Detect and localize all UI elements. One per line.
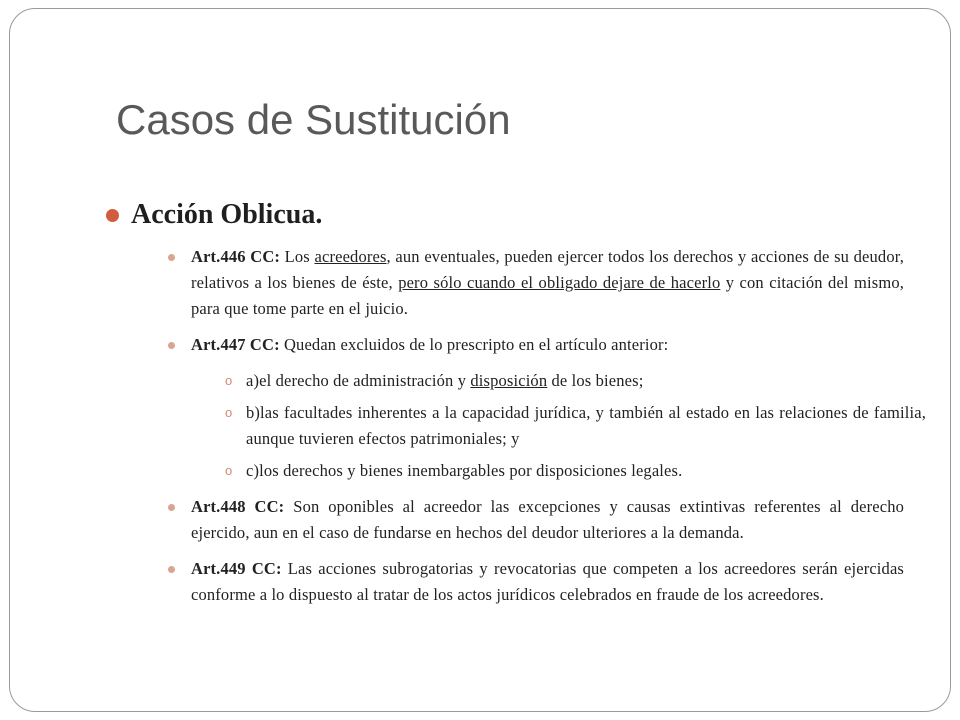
- article-ref: Art.448 CC:: [191, 497, 285, 516]
- article-446: [166, 244, 904, 322]
- underlined-term: acreedores: [314, 247, 387, 266]
- article-447-item-c: [224, 458, 926, 484]
- article-449: [166, 556, 904, 608]
- underlined-phrase: pero sólo cuando el obligado dejare de hacerlo: [398, 273, 721, 292]
- bullet-dot-icon: [168, 566, 175, 573]
- article-text: y con citación del mismo, para que tome parte en el juicio.: [191, 273, 904, 318]
- article-text: Los: [280, 247, 315, 266]
- bullet-dot-icon: [106, 209, 119, 222]
- article-447: [166, 332, 904, 358]
- article-text: , aun eventuales, pueden ejercer todos los derechos y acciones de su deudor, relativos a los bienes de éste,: [191, 247, 904, 292]
- circle-bullet-icon: o: [225, 463, 233, 478]
- article-447-item-b: [224, 400, 926, 452]
- article-ref: Art.449 CC:: [191, 559, 282, 578]
- circle-bullet-icon: o: [225, 405, 233, 420]
- circle-bullet-icon: o: [225, 373, 233, 388]
- slide-content: [104, 198, 926, 618]
- heading-text: Acción Oblicua.: [131, 199, 323, 230]
- item-text: de los bienes;: [547, 371, 644, 390]
- article-447-item-a: [224, 368, 926, 394]
- item-text: a)el derecho de administración y: [246, 371, 471, 390]
- article-text: Las acciones subrogatorias y revocatorias que competen a los acreedores serán ejercidas conforme a lo dispuesto al tratar de los actos jurídicos celebrados en fraude de los acreedores.: [191, 559, 904, 604]
- slide-title: Casos de Sustitución: [116, 96, 511, 143]
- bullet-dot-icon: [168, 342, 175, 349]
- article-ref: Art.447 CC:: [191, 335, 280, 354]
- article-448: [166, 494, 904, 546]
- heading-accion-oblicua: [104, 198, 904, 232]
- item-text: b)las facultades inherentes a la capacidad jurídica, y también al estado en las relaciones de familia, aunque tuvieren efectos patrimoniales; y: [246, 403, 926, 448]
- bullet-dot-icon: [168, 504, 175, 511]
- bullet-dot-icon: [168, 254, 175, 261]
- article-text: Son oponibles al acreedor las excepciones y causas extintivas referentes al derecho ejercido, aun en el caso de fundarse en hechos del deudor ulteriores a la demanda.: [191, 497, 904, 542]
- item-text: c)los derechos y bienes inembargables por disposiciones legales.: [246, 461, 683, 480]
- article-text: Quedan excluidos de lo prescripto en el artículo anterior:: [279, 335, 669, 354]
- article-ref: Art.446 CC:: [191, 247, 281, 266]
- underlined-term: disposición: [470, 371, 548, 390]
